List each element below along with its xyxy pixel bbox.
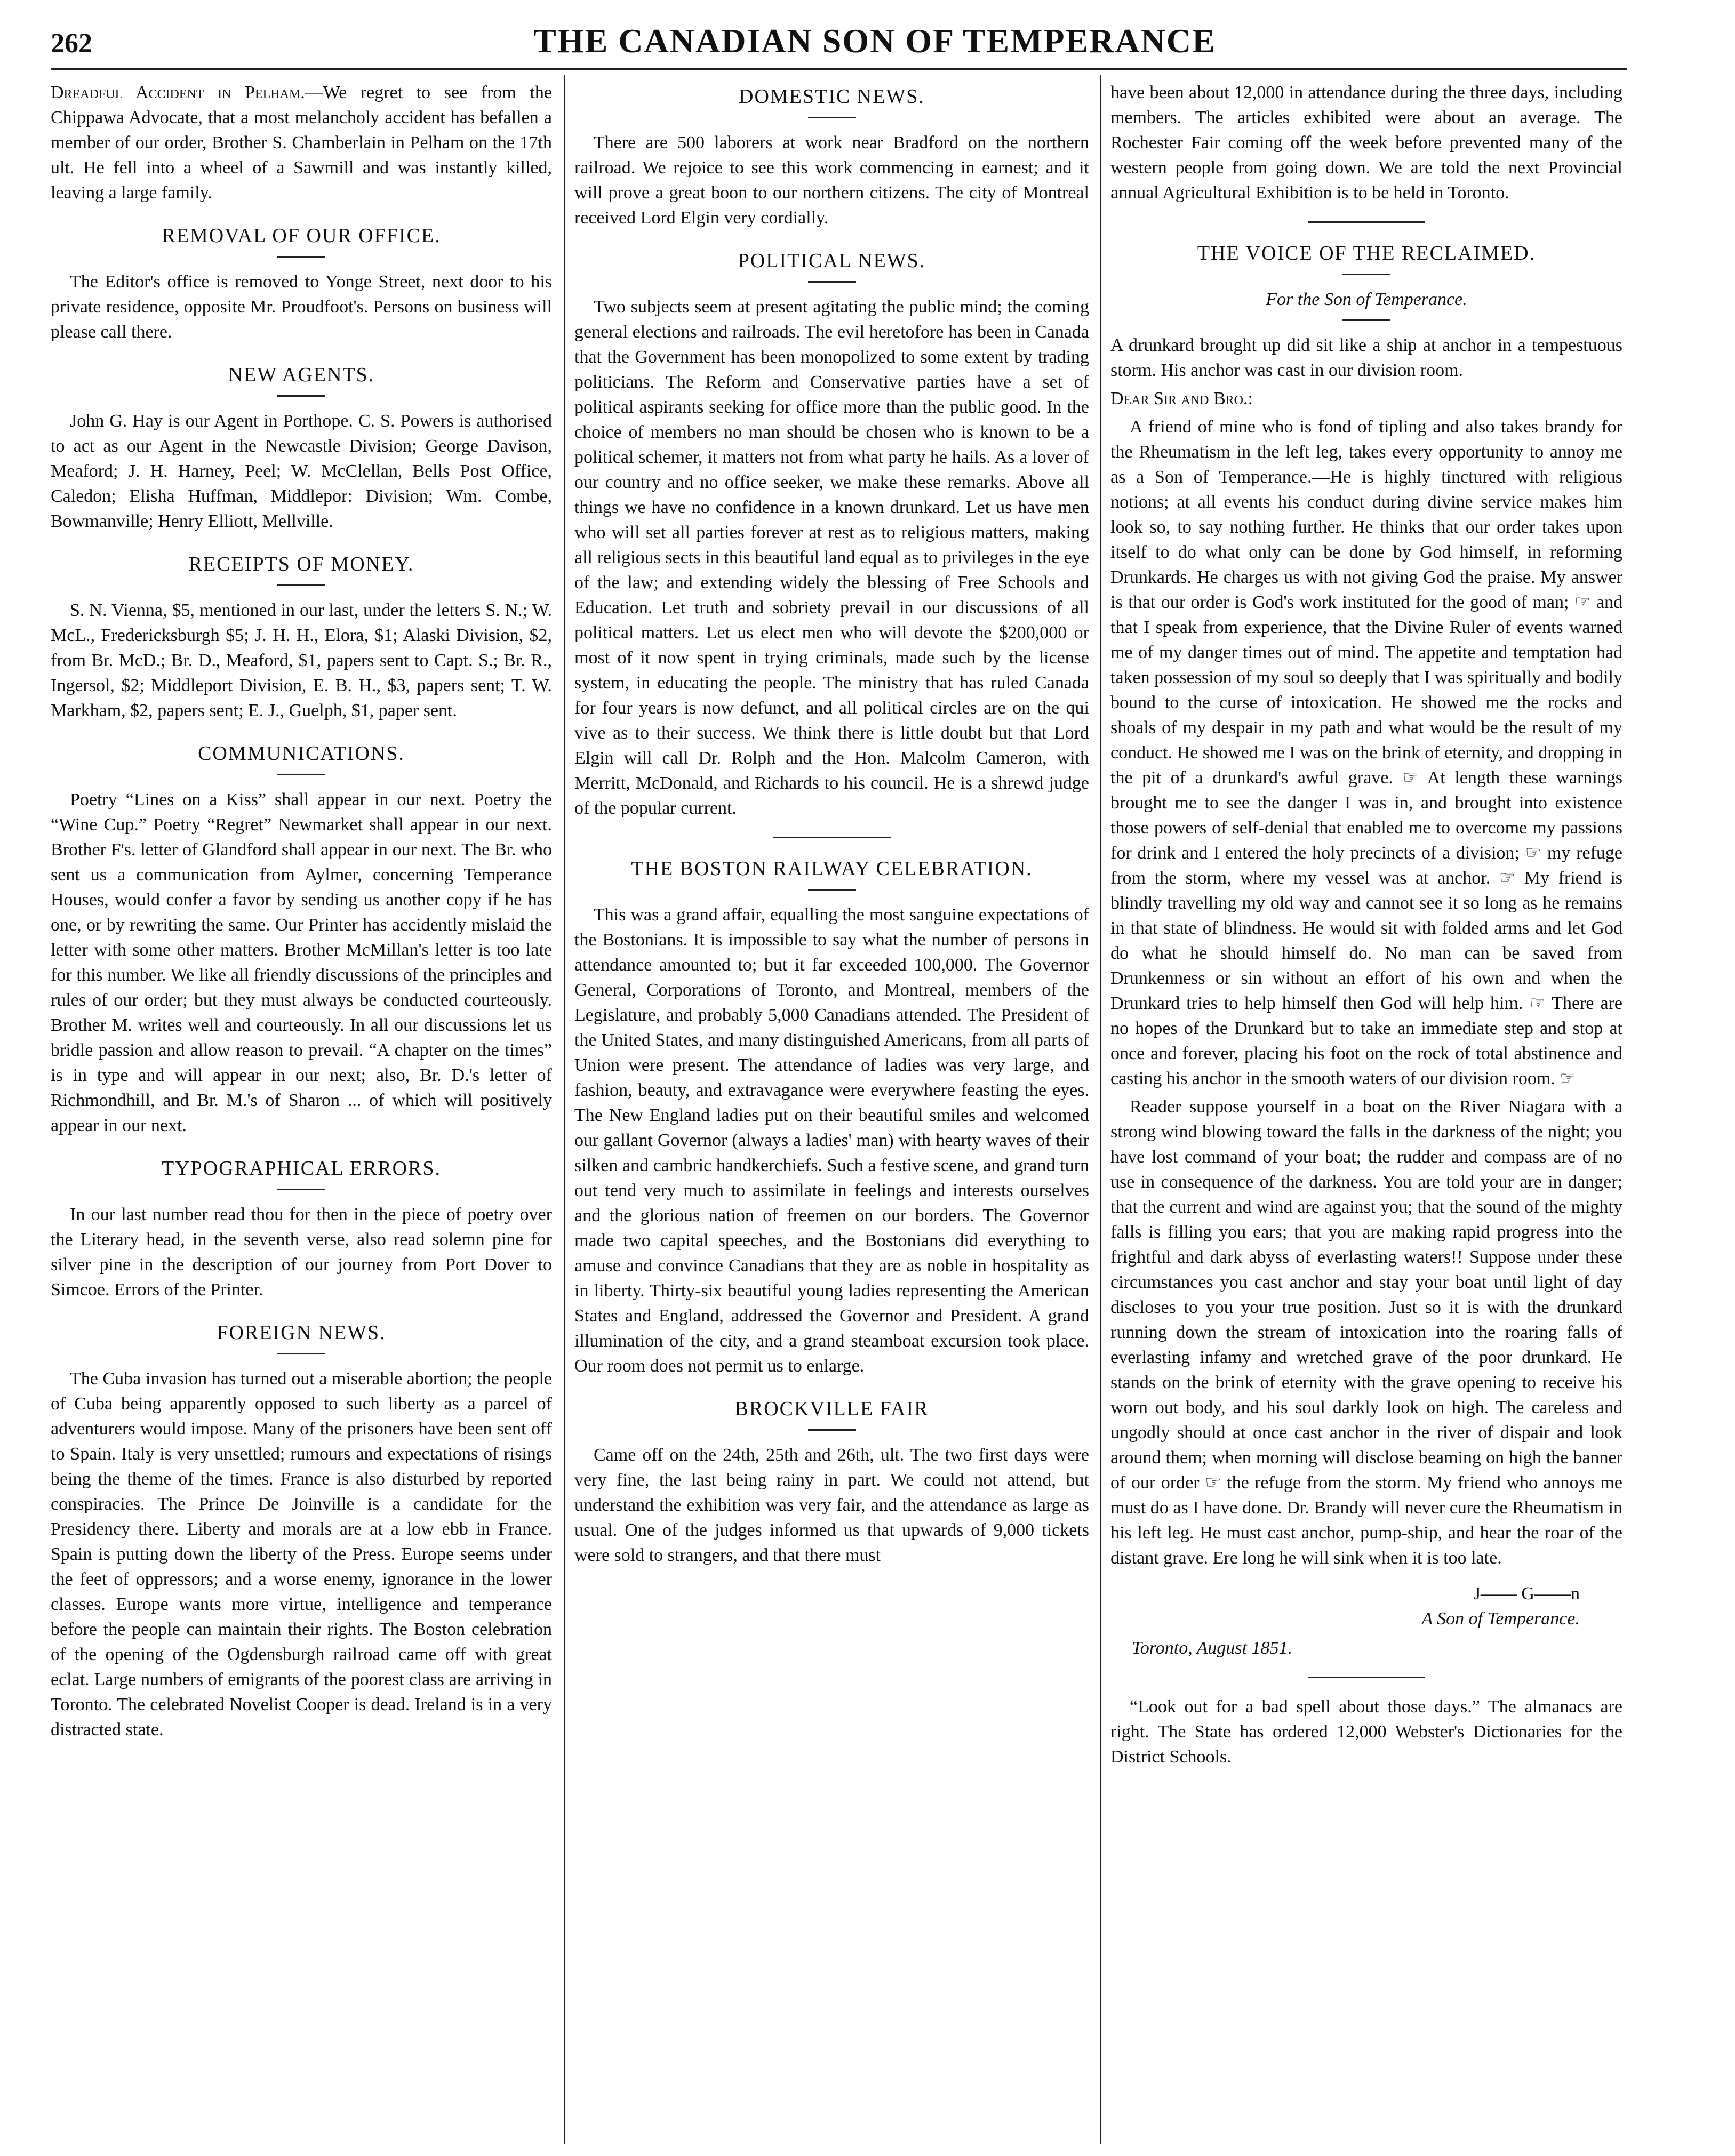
column-rule-2 [1100, 75, 1101, 2144]
signature-name: J—— G——n [1473, 1584, 1580, 1604]
divider [277, 1353, 325, 1354]
domestic-heading: DOMESTIC NEWS. [739, 85, 925, 108]
communications-body: Poetry “Lines on a Kiss” shall appear in our next. Poetry the “Wine Cup.” Poetry “Regret” Newmarket shall appear in our next. Brother F's. letter of Glandford shall appear in our next. The Br. who sent us a communication from Aylmer, concerning Temperance Houses, would confer a favor by sending us another copy if he has one, or by rewriting the same. Our Printer has accidently mislaid the letter with some other matters. Brother McMillan's letter is too late for this number. We like all friendly discussions of the principles and rules of our order; but they must always be conducted courteously. Brother M. writes well and courteously. In all our discussions let us bridle passion and allow reason to prevail. “A chapter on the times” is in type and will appear in our next; also, Br. D.'s letter of Richmondhill, and Br. M.'s of Sharon ... of which will positively appear in our next. [51, 790, 552, 1135]
section-separator [1308, 221, 1425, 223]
voice-intro: A drunkard brought up did sit like a ship at anchor in a tempestuous storm. His anchor was cast in our division room. [1110, 335, 1622, 380]
divider [277, 774, 325, 775]
column-1 [51, 80, 552, 2149]
political-heading: POLITICAL NEWS. [738, 250, 926, 272]
brockville-body: Came off on the 24th, 25th and 26th, ult. The two first days were very fine, the last being rainy in part. We could not attend, but understand the exhibition was very fair, and the attendance as large as usual. One of the judges informed us that upwards of 9,000 tickets were sold to strangers, and that there must [574, 1445, 1089, 1565]
boston-body: This was a grand affair, equalling the most sanguine expectations of the Bostonians. It is impossible to say what the number of persons in attendance amounted to; but it far exceeded 100,000. The Governor General, Corporations of Toronto, and Montreal, members of the Legislature, and probably 5,000 Canadians attended. The President of the United States, and many distinguished Americans, from all parts of Union were present. The attendance of ladies was very large, and fashion, beauty, and extravagance were everywhere feasting the eyes. The New England ladies put on their beautiful smiles and welcomed our gallant Governor (always a ladies' man) with hearty waves of their silken and cambric handkerchiefs. Such a festive scene, and grand turn out tend very much to assimilate in feelings and interests ourselves and the glorious nation of freemen on our borders. The Governor made two capital speeches, and the Bostonians did everything to amuse and convince Canadians that they are as noble in hospitality as in liberty. Thirty-six beautiful young ladies representing the American States and England, addressed the Governor and President. A grand illumination of the city, and a grand steamboat excursion took place. Our room does not permit us to enlarge. [574, 905, 1089, 1376]
removal-body: The Editor's office is removed to Yonge Street, next door to his private residence, opposite Mr. Proudfoot's. Persons on business will please call there. [51, 272, 552, 342]
masthead-title: THE CANADIAN SON OF TEMPERANCE [533, 22, 1216, 60]
brockville-heading: BROCKVILLE FAIR [734, 1398, 929, 1420]
foreign-body: The Cuba invasion has turned out a miserable abortion; the people of Cuba being apparently opposed to such liberty as a parcel of adventurers would impose. Many of the prisoners have been sent off to Spain. Italy is very unsettled; rumours and expectations of risings being the theme of the times. France is also disturbed by reported conspiracies. The Prince De Joinville is a candidate for the Presidency there. Liberty and morals are at a low ebb in France. Spain is putting down the liberty of the Press. Europe seems under the feet of oppressors; and a worse enemy, ignorance in the lower classes. Europe wants more virtue, intelligence and temperance before the people can maintain their rights. The Boston celebration of the opening of the Ogdensburgh railroad came off with great eclat. Large numbers of emigrants of the poorest class are arriving in Toronto. The celebrated Novelist Cooper is dead. Ireland is in a very distracted state. [51, 1369, 552, 1740]
boston-heading: THE BOSTON RAILWAY CELEBRATION. [631, 857, 1033, 880]
section-separator [1308, 1677, 1425, 1678]
column-3 [1110, 80, 1622, 2149]
column-2 [574, 80, 1089, 2149]
agents-body: John G. Hay is our Agent in Porthope. C. S. Powers is authorised to act as our Agent in the Newcastle Division; George Davison, Meaford; J. H. Harney, Peel; W. McClellan, Bells Post Office, Caledon; Elisha Huffman, Middlepor: Division; Wm. Combe, Bowmanville; Henry Elliott, Mellville. [51, 411, 552, 531]
brockville-continued: have been about 12,000 in attendance during the three days, including members. The articles exhibited were about an average. The Rochester Fair coming off the week before prevented many of the western people from going down. We are told the next Provincial annual Agricultural Exhibition is to be held in Toronto. [1110, 83, 1622, 203]
section-separator [773, 837, 891, 838]
voice-subheading: For the Son of Temperance. [1266, 290, 1467, 309]
accident-body: —We regret to see from the Chippawa Advocate, that a most melancholy accident has befallen a member of our order, Brother S. Chamberlain in Pelham on the 17th ult. He fell into a wheel of a Sawmill and was instantly killed, leaving a large family. [51, 83, 552, 203]
signature-title: A Son of Temperance. [1421, 1609, 1580, 1629]
page-number: 262 [51, 28, 92, 59]
foreign-heading: FOREIGN NEWS. [217, 1321, 386, 1344]
divider [1342, 274, 1390, 275]
accident-heading: Dreadful Accident in Pelham. [51, 83, 305, 102]
receipts-body: S. N. Vienna, $5, mentioned in our last, under the letters S. N.; W. McL., Fredericksburgh $5; J. H. H., Elora, $1; Alaski Division, $2, from Br. McD.; Br. D., Meaford, $1, papers sent to Capt. S.; Br. R., Ingersol, $2; Middleport Division, E. B. H., $3, papers sent; T. W. Markham, $2, papers sent; E. J., Guelph, $1, paper sent. [51, 600, 552, 720]
column-rule-1 [564, 75, 565, 2144]
divider [277, 256, 325, 258]
agents-heading: NEW AGENTS. [228, 364, 375, 386]
domestic-body: There are 500 laborers at work near Bradford on the northern railroad. We rejoice to see this work commencing in earnest; and it will prove a great boon to our northern citizens. The city of Montreal received Lord Elgin very cordially. [574, 133, 1089, 228]
divider [808, 281, 856, 283]
removal-heading: REMOVAL OF OUR OFFICE. [162, 225, 441, 247]
accident-item [51, 80, 552, 205]
dateline: Toronto, August 1851. [1132, 1638, 1293, 1658]
typo-body: In our last number read thou for then in the piece of poetry over the Literary head, in the seventh verse, also read solemn pine for silver pine in the description of our journey from Port Dover to Simcoe. Errors of the Printer. [51, 1205, 552, 1300]
receipts-heading: RECEIPTS OF MONEY. [188, 553, 414, 575]
typo-heading: TYPOGRAPHICAL ERRORS. [161, 1157, 442, 1180]
communications-heading: COMMUNICATIONS. [198, 742, 405, 765]
voice-paragraph-2: Reader suppose yourself in a boat on the River Niagara with a strong wind blowing toward the falls in the darkness of the night; you have lost command of your boat; the rudder and compass are of no use in consequence of the darkness. You are told your are in danger; that the current and wind are against you; that the sound of the mighty falls is filling you ears; that you are making rapid progress into the frightful and dark abyss of everlasting waters!! Suppose under these circumstances you cast anchor and stay your boat until light of day discloses to you your true position. Just so it is with the drunkard running down the stream of intoxication into the roaring falls of everlasting infamy and wretched grave of the poor drunkard. He stands on the brink of eternity with the grave opening to receive his worn out body, and his soul darkly look on high. The careless and ungodly should at once cast anchor in the river of dispair and look around them; when morning will disclose beaming on high the banner of our order ☞ the refuge from the storm. My friend who annoys me must do as I have done. Dr. Brandy will never cure the Rheumatism in his left leg. He must cast anchor, pump-ship, and hear the roar of the distant grave. Ere long he will sink when it is too late. [1110, 1097, 1622, 1568]
political-body: Two subjects seem at present agitating the public mind; the coming general elections and railroads. The evil heretofore has been in Canada that the Government has been monopolized to some extent by trading politicians. The Reform and Conservative parties have a set of political aspirants seeking for office more than the public good. In the choice of members no man should be chosen who is known to be a political schemer, it matters not from what party he hails. As a lover of our country and no office seeker, we make these remarks. Above all things we have no confidence in a known drunkard. Let us have men who will set all parties forever at rest as to religious matters, making all religious sects in this beautiful land equal as to privileges in the eye of the law; and extending widely the blessing of Free Schools and Education. Let truth and sobriety prevail in our discussions of all political matters. Let us elect men who will devote the $200,000 or most of it now spent in trying criminals, made such by the license system, in educating the people. The ministry that has ruled Canada for four years is now defunct, and all political circles are on the qui vive as to their success. We think there is little doubt but that Lord Elgin will call Dr. Rolph and the Hon. Malcolm Cameron, with Merritt, McDonald, and Richards to his council. He is a shrewd judge of the popular current. [574, 297, 1089, 818]
divider [277, 1189, 325, 1190]
divider [808, 1429, 856, 1431]
divider [277, 395, 325, 397]
closing-item: “Look out for a bad spell about those days.” The almanacs are right. The State has ordered 12,000 Webster's Dictionaries for the District Schools. [1110, 1697, 1622, 1767]
voice-paragraph-1: A friend of mine who is fond of tipling and also takes brandy for the Rheumatism in the left leg, takes every opportunity to annoy me as a Son of Temperance.—He is highly tinctured with religious notions; at all events his conduct during divine service makes him look so, to say nothing further. He thinks that our order takes upon itself to do what only can be done by God himself, in reforming Drunkards. He charges us with not giving God the praise. My answer is that our order is God's work instituted for the good of man; ☞ and that I speak from experience, that the Divine Ruler of events warned me of my danger times out of mind. The appetite and temptation had taken possession of my soul so deeply that I was spiritually and bodily bound to the curse of intoxication. He showed me the rocks and shoals of my despair in my path and what would be the result of my conduct. He showed me I was on the brink of eternity, and dropping in the pit of a drunkard's awful grave. ☞ At length these warnings brought me to see the danger I was in, and brought into existence those powers of self-denial that enabled me to overcome my passions for drink and I entered the holy precincts of a division; ☞ my refuge from the storm, where my vessel was at anchor. ☞ My friend is blindly travelling my old way and cannot see it so long as he remains in that state of blindness. He would sit with folded arms and let God do what he should himself do. No man can be saved from Drunkenness or sin without an effort of his own and when the Drunkard tries to help himself then God will help him. ☞ There are no hopes of the Drunkard but to take an immediate step and stop at once and forever, placing his foot on the rock of total abstinence and casting his anchor in the smooth waters of our division room. ☞ [1110, 417, 1622, 1088]
top-rule [51, 68, 1627, 70]
voice-heading: THE VOICE OF THE RECLAIMED. [1197, 242, 1536, 265]
divider [277, 584, 325, 586]
divider [1342, 319, 1390, 321]
divider [808, 889, 856, 891]
salutation: Dear Sir and Bro.: [1110, 389, 1253, 408]
divider [808, 117, 856, 118]
signature-block [1110, 1581, 1622, 1631]
